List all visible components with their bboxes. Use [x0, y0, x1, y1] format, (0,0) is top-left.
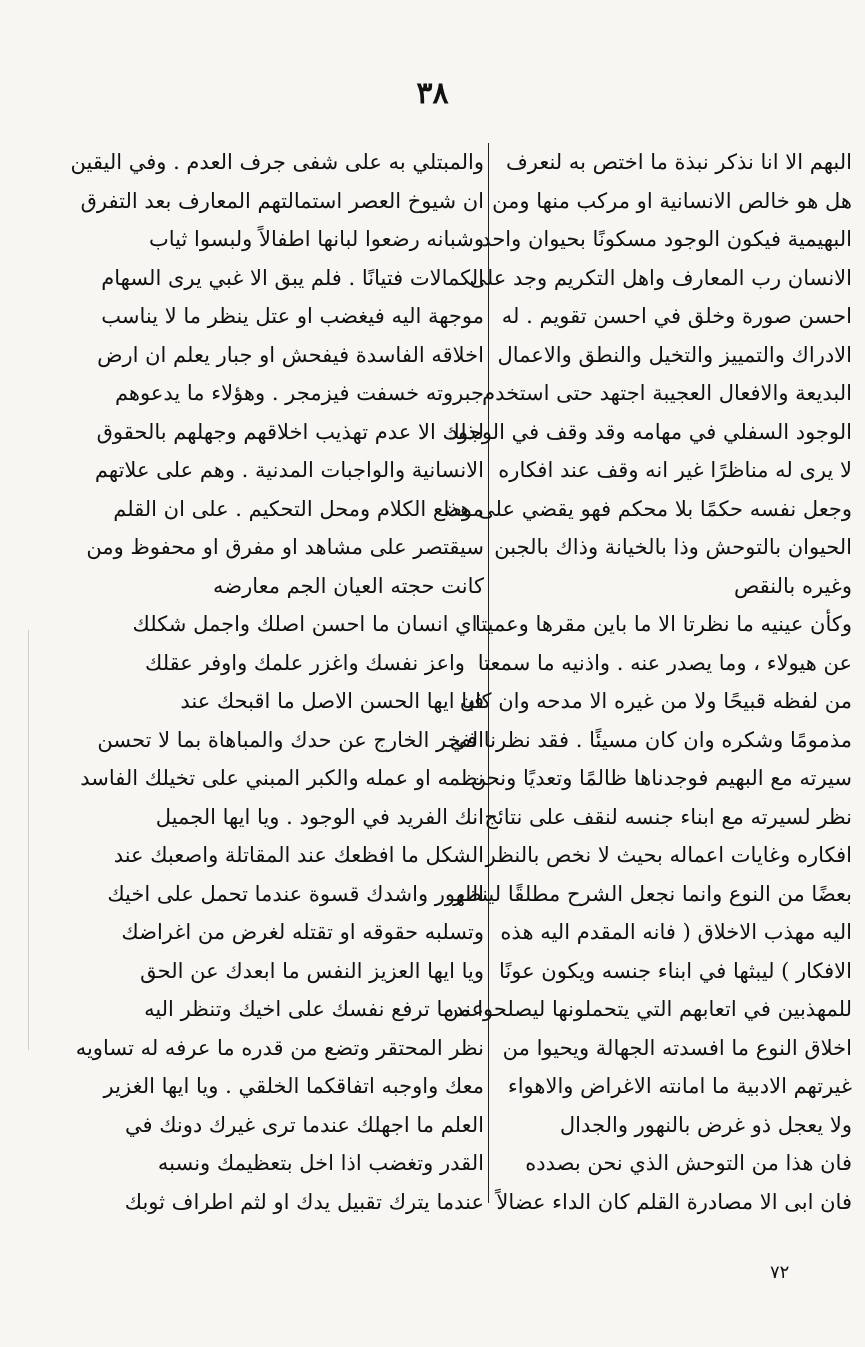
text-line: الانسانية والواجبات المدنية . وهم على علاتهم — [94, 458, 484, 482]
text-line: عندما يترك تقبيل يدك او لثم اطراف ثوبك — [124, 1189, 484, 1214]
text-line: جبروته خسفت فيزمجر . وهؤلاء ما يدعوهم — [114, 381, 484, 405]
text-line: موضع الكلام ومحل التحكيم . على ان القلم — [113, 496, 484, 521]
text-line: القدر وتغضب اذا اخل بتعظيمك ونسبه — [157, 1151, 484, 1175]
text-line: الانسان رب المعارف واهل التكريم وجد على — [469, 265, 852, 290]
text-line: والمبتلي به على شفى جرف العدم . وفي اليقين — [70, 150, 484, 174]
text-line: فان هذا من التوحش الذي نحن بصدده — [525, 1151, 852, 1175]
text-line: البهيمية فيكون الوجود مسكونًا بحيوان واحد — [481, 227, 852, 251]
text-line: البديعة والافعال العجيبة اجتهد حتى استخدم — [482, 381, 852, 405]
text-line: الشكل ما افظعك عند المقاتلة واصعبك عند — [113, 843, 484, 867]
text-line: اخلاق النوع ما افسدته الجهالة ويحيوا من — [502, 1035, 852, 1060]
text-line: وشبانه رضعوا لبانها اطفالاً ولبسوا ثياب — [149, 227, 484, 251]
verse-line: اي انسان ما احسن اصلك واجمل شكلك — [132, 612, 478, 636]
text-line: ان شيوخ العصر استمالتهم المعارف بعد التفرق — [80, 188, 484, 213]
text-line: غيرتهم الادبية ما امانته الاغراض والاهواء — [507, 1074, 852, 1098]
left-column — [70, 143, 484, 1221]
text-line: افكاره وغايات اعماله بحيث لا نخص بالنظر — [485, 843, 852, 867]
right-column — [443, 143, 852, 1221]
text-line: وتسلبه حقوقه او تقتله لغرض من اغراضك — [121, 920, 484, 944]
text-line: انك الفريد في الوجود . ويا ايها الجميل — [155, 804, 484, 829]
text-line: نظر المحتقر وتضع من قدره ما عرفه له تساويه — [75, 1035, 484, 1060]
text-line: نظر لسيرته مع ابناء جنسه لنقف على نتائج — [484, 804, 852, 829]
text-line: وكأن عينيه ما نظرتا الا ما باين مقرها وعميتا — [474, 612, 852, 636]
text-line: لذلك الا عدم تهذيب اخلاقهم وجهلهم بالحقوق — [96, 419, 484, 444]
text-line: للمهذبين في اتعابهم التي يتحملونها ليصلحوا من — [443, 997, 852, 1021]
text-line: اخلاقه الفاسدة فيفحش او جبار يعلم ان ارض — [97, 342, 484, 367]
text-line: الافكار ) ليبثها في ابناء جنسه ويكون عونًا — [498, 958, 852, 983]
text-line: من لفظه قبيحًا ولا من غيره الا مدحه وان كان — [459, 689, 852, 713]
text-line: لا يرى له مناظرًا غير انه وقف عند افكاره — [498, 458, 852, 482]
text-line: عن هيولاء ، وما يصدر عنه . واذنيه ما سمعتا — [477, 650, 852, 675]
text-line: الحيوان بالتوحش وذا بالخيانة وذاك بالجبن — [494, 535, 852, 559]
text-line: كانت حجته العيان الجم معارضه — [213, 573, 484, 598]
text-line: البهم الا انا نذكر نبذة ما اختص به لنعرف — [505, 150, 852, 174]
text-line: وجعل نفسه حكمًا بلا محكم فهو يقضي على هذا — [443, 496, 852, 521]
page-number: ٣٨ — [416, 76, 449, 111]
text-line: النهور واشدك قسوة عندما تحمل على اخيك — [107, 881, 484, 906]
text-line: فيا ايها الحسن الاصل ما اقبحك عند — [180, 689, 484, 713]
text-line: ويا ايها العزيز النفس ما ابعدك عن الحق — [140, 958, 484, 983]
text-line: نظمه او عمله والكبر المبني على تخيلك الفاسد — [80, 766, 484, 790]
margin-rule — [28, 630, 29, 1050]
text-line: سيرته مع البهيم فوجدناها ظالمًا وتعديًا ونحن — [470, 766, 852, 790]
text-line: اليه مهذب الاخلاق ( فانه المقدم اليه هذه — [500, 920, 852, 944]
text-line: مذمومًا وشكره وان كان مسيئًا . فقد نظرنا في — [449, 727, 852, 752]
signature-mark: ٧٢ — [770, 1262, 790, 1283]
text-line: موجهة اليه فيغضب او عتل ينظر ما لا يناسب — [101, 304, 484, 328]
text-line: هل هو خالص الانسانية او مركب منها ومن — [492, 188, 852, 213]
text-line: احسن صورة وخلق في احسن تقويم . له — [501, 304, 852, 328]
text-line: الفخر الخارج عن حدك والمباهاة بما لا تحسن — [97, 727, 484, 752]
text-line: العلم ما اجهلك عندما ترى غيرك دونك في — [124, 1112, 484, 1137]
verse-line: واعز نفسك واغزر علمك واوفر عقلك — [145, 650, 465, 675]
text-line: سيقتصر على مشاهد او مفرق او محفوظ ومن — [86, 535, 484, 559]
text-line: الكمالات فتيانًا . فلم يبق الا غبي يرى السهام — [101, 265, 484, 290]
text-line: الادراك والتمييز والتخيل والنطق والاعمال — [497, 342, 852, 367]
text-line: بعضًا من النوع وانما نجعل الشرح مطلقًا لينظر — [453, 881, 852, 906]
text-line: عندما ترفع نفسك على اخيك وتنظر اليه — [144, 997, 484, 1021]
text-line: ولا يعجل ذو غرض بالنهور والجدال — [559, 1112, 852, 1137]
text-line: وغيره بالنقص — [733, 573, 852, 598]
text-line: معك واوجبه اتفاقكما الخلقي . ويا ايها الغزير — [103, 1074, 484, 1098]
text-line: الوجود السفلي في مهامه وقد وقف في الوجود — [448, 419, 852, 444]
text-line: فان ابى الا مصادرة القلم كان الداء عضالاً — [496, 1189, 852, 1214]
